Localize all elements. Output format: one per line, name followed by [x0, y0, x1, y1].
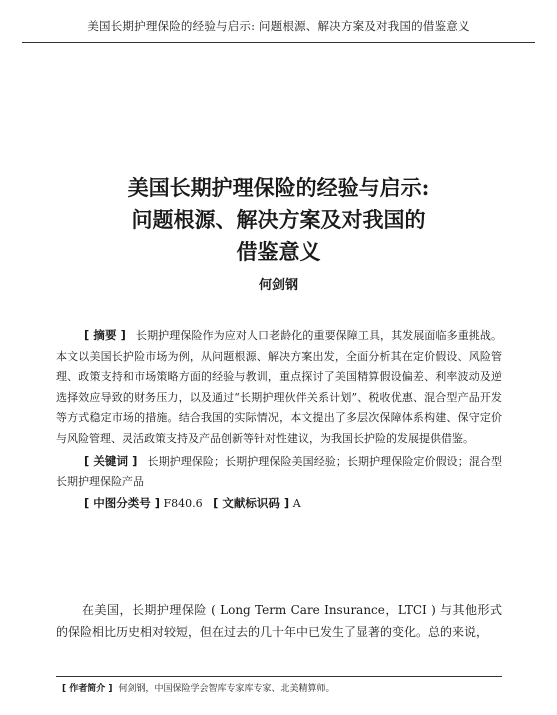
header-rule — [22, 42, 535, 43]
abstract-section — [56, 325, 502, 514]
keywords-paragraph — [56, 451, 502, 493]
keywords-label: [ 关键词 ] — [84, 453, 138, 468]
title-line-3: 借鉴意义 — [236, 239, 321, 264]
keywords-text: 长期护理保险；长期护理保险美国经验；长期护理保险定价假设；混合型长期护理保险产品 — [56, 454, 502, 489]
title-line-1: 美国长期护理保险的经验与启示: — [127, 175, 430, 200]
classification-line — [56, 493, 502, 515]
body-paragraph: 在美国，长期护理保险 ( Long Term Care Insurance，LTCI ) 与其他形式的保险相比历史相对较短，但在过去的几十年中已发生了显著的变化。总的来说， — [56, 603, 502, 639]
abstract-text: 长期护理保险作为应对人口老龄化的重要保障工具，其发展面临多重挑战。本文以美国长护险市场为例，从问题根源、解决方案出发，全面分析其在定价假设、风险管理、政策支持和市场策略方面的经验与教训，重点探讨了美国精算假设偏差、利率波动及逆选择效应导致的财务压力，以及通过“长期护理伙伴关系计划”、税收优惠、混合型产品开发等方式稳定市场的措施。结合我国的实际情况，本文提出了多层次保障体系构建、保守定价与风险管理、灵活政策支持及产品创新等针对性建议，为我国长护险的发展提供借鉴。 — [56, 329, 502, 445]
clc-value: F840.6 — [163, 496, 203, 510]
footnote-label: [ 作者简介 ] — [62, 684, 113, 694]
clc-label: [ 中图分类号 ] — [84, 495, 161, 510]
article-title — [60, 172, 497, 268]
author-footnote — [62, 682, 502, 696]
footnote-rule — [56, 676, 502, 677]
doc-code-label: [ 文献标识码 ] — [213, 495, 290, 510]
author-name: 何剑钢 — [258, 278, 298, 293]
running-header: 美国长期护理保险的经验与启示: 问题根源、解决方案及对我国的借鉴意义 — [87, 19, 470, 33]
doc-code-value: A — [292, 496, 301, 510]
abstract-label: [ 摘要 ] — [84, 328, 126, 342]
title-line-2: 问题根源、解决方案及对我国的 — [131, 207, 426, 232]
abstract-paragraph — [56, 325, 502, 450]
footnote-text: 何剑钢，中国保险学会智库专家库专家、北美精算师。 — [118, 684, 335, 694]
